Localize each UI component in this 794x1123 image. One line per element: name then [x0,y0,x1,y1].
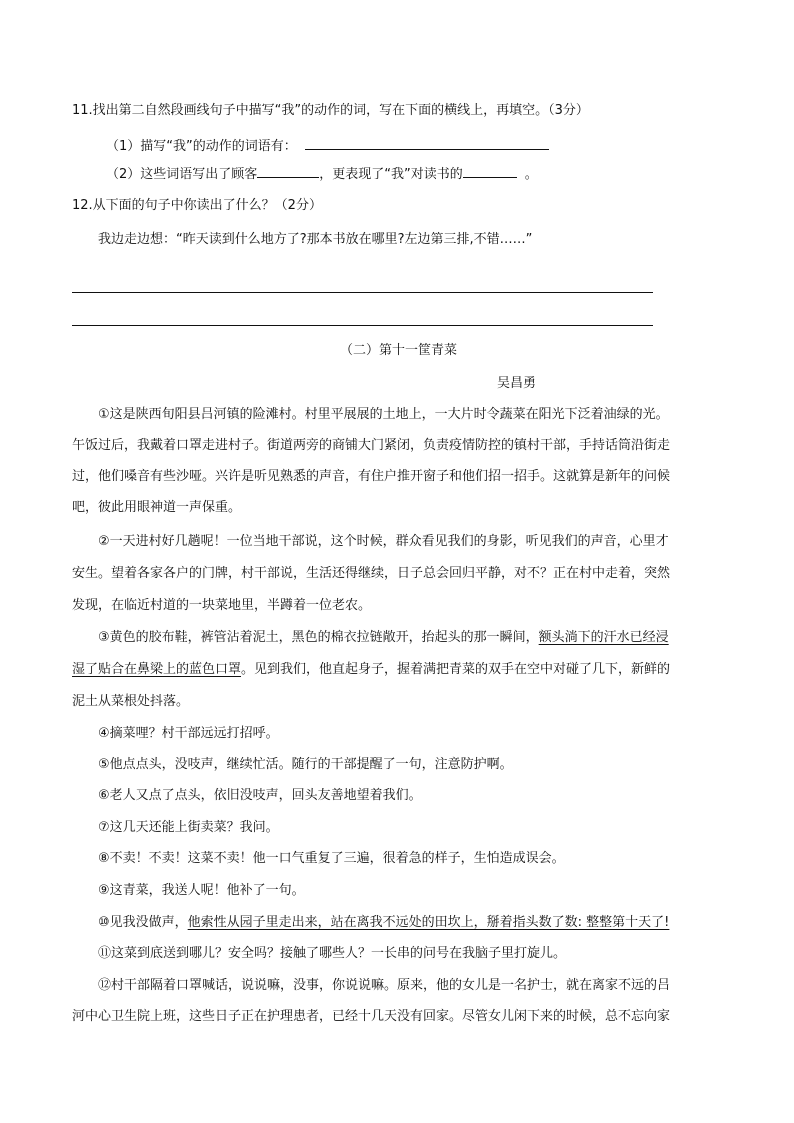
q11-sub2-part-c: 。 [524,167,538,182]
q12-answer-line-1[interactable] [72,292,653,293]
p1-line-2: 午饭过后，我戴着口罩走进村子。街道两旁的商铺大门紧闭，负责疫情防控的镇村干部，手持话筒沿街走 [72,438,671,453]
p2-line-1: ②一天进村好几趟呢！一位当地干部说，这个时候，群众看见我们的身影，听见我们的声音，心里才 [98,534,669,549]
p10 [98,913,669,933]
p3-line-1 [98,628,669,648]
q11-sub2-part-b: ，更表现了“我”对读书的 [319,167,463,182]
q11-answer-blank-1[interactable] [305,135,549,150]
p3-line-2 [72,660,670,680]
p7: ⑦这几天还能上街卖菜？我问。 [98,820,279,835]
q11-sub1 [106,135,549,157]
q12-answer-line-2[interactable] [72,325,653,326]
p3-line-3: 泥土从菜根处抖落。 [72,694,190,709]
p2-line-2: 安生。望着各家各户的门牌，村干部说，生活还得继续，日子总会回归平静，对不？正在村中走着，突然 [72,566,671,581]
p3-underlined-sentence-b: 湿了贴合在鼻梁上的蓝色口罩 [72,662,242,677]
p3-underlined-sentence-a: 额头淌下的汗水已经浸 [538,630,669,645]
p3-text-2: 。见到我们，他直起身子，握着满把青菜的双手在空中对碰了几下，新鲜的 [241,662,671,677]
q11-answer-blank-3[interactable] [463,163,517,178]
passage-author: 吴昌勇 [497,376,537,391]
q11-answer-blank-2[interactable] [257,163,319,178]
p4: ④摘菜哩？村干部远远打招呼。 [98,726,279,741]
p9: ⑨这青菜，我送人呢！他补了一句。 [98,883,305,898]
passage-title: （二）第十一筐青菜 [340,343,458,358]
p10-underlined-sentence: 他索性从园子里走出来，站在离我不远处的田坎上，掰着指头数了数: 整整第十天了! [187,915,670,930]
p1-line-1: ①这是陕西旬阳县吕河镇的险滩村。村里平展展的土地上，一大片时令蔬菜在阳光下泛着油绿的光。 [98,407,669,422]
q11-sub2 [106,163,538,185]
p12-line-1: ⑫村干部隔着口罩喊话，说说嘛，没事，你说说嘛。原来，他的女儿是一名护士，就在离家不远的吕 [98,978,671,993]
q11-sub1-label: （1）描写“我”的动作的词语有： [106,139,297,154]
p8: ⑧不卖！不卖！这菜不卖！他一口气重复了三遍，很着急的样子，生怕造成误会。 [98,851,565,866]
p1-line-4: 吧，彼此用眼神道一声保重。 [72,500,242,515]
q12-quote: 我边走边想：“昨天读到什么地方了?那本书放在哪里?左边第三排,不错……” [98,232,533,247]
p10-text: ⑩见我没做声， [98,915,188,930]
p6: ⑥老人又点了点头，依旧没吱声，回头友善地望着我们。 [98,788,422,803]
p1-line-3: 过，他们嗓音有些沙哑。兴许是听见熟悉的声音，有住户推开窗子和他们招一招手。这就算是新年的问候 [72,469,671,484]
p11: ⑪这菜到底送到哪儿？安全吗？接触了哪些人？一长串的问号在我脑子里打旋儿。 [98,946,567,961]
p12-line-2: 河中心卫生院上班，这些日子正在护理患者，已经十几天没有回家。尽管女儿闲下来的时候，总不忘向家 [72,1009,671,1024]
q12-stem: 12.从下面的句子中你读出了什么？（2分） [72,198,322,213]
p3-text: ③黄色的胶布鞋，裤管沾着泥土，黑色的棉衣拉链敞开，抬起头的那一瞬间， [98,630,539,645]
q11-sub2-part-a: （2）这些词语写出了顾客 [106,167,258,182]
p2-line-3: 发现，在临近村道的一块菜地里，半蹲着一位老农。 [72,598,372,613]
q11-stem: 11.找出第二自然段画线句子中描写“我”的动作的词，写在下面的横线上，再填空。（3分） [72,103,589,118]
p5: ⑤他点点头，没吱声，继续忙活。随行的干部提醒了一句，注意防护啊。 [98,757,513,772]
